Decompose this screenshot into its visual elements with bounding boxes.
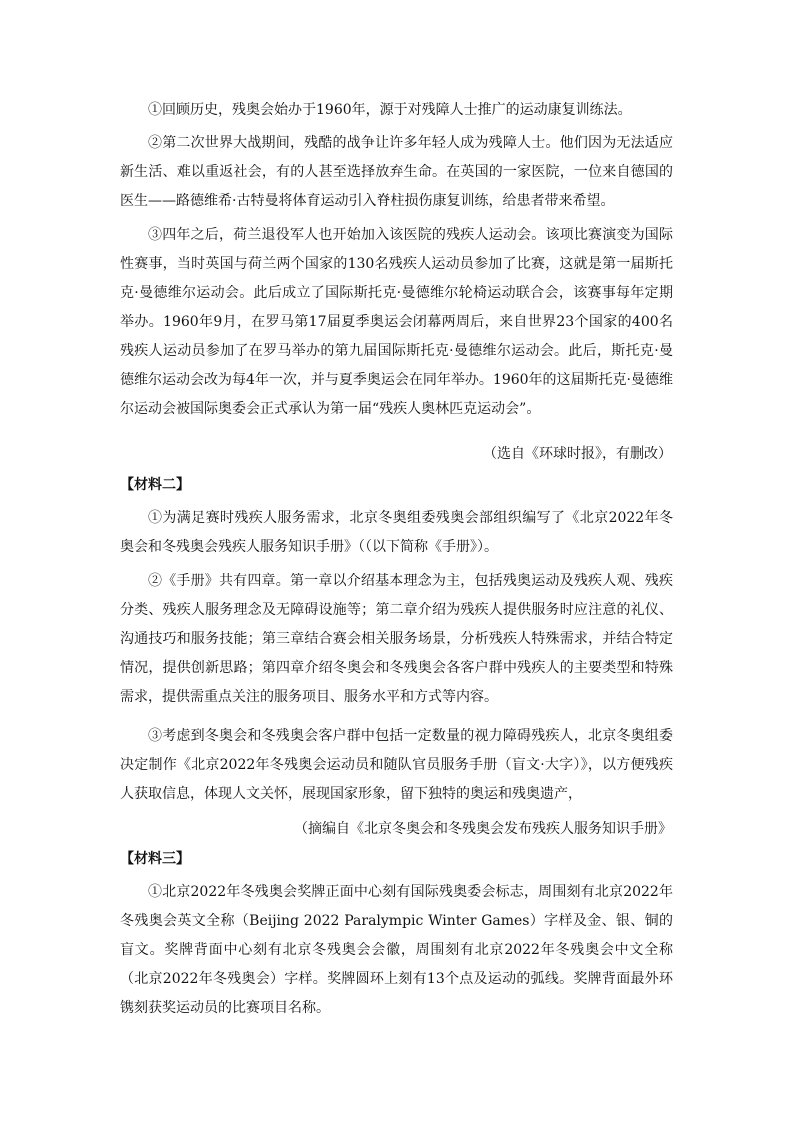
material1-paragraph-1: ①回顾历史，残奥会始办于1960年，源于对残障人士推广的运动康复训练法。	[148, 102, 632, 118]
material2-paragraph-2: ②《手册》共有四章。第一章以介绍基本理念为主，包括残奥运动及残疾人观、残疾分类、残疾人服务理念及无障碍设施等；第二章介绍为残疾人提供服务时应注意的礼仪、沟通技巧和服务技能；第三章结合赛会相关服务场景，分析残疾人特殊需求，并结合特定情况，提供创新思路；第四章介绍冬奥会和冬残奥会各客户群中残疾人的主要类型和特殊需求，提供需重点关注的服务项目、服务水平和方式等内容。	[120, 573, 673, 705]
material3-paragraph-1: ①北京2022年冬残奥会奖牌正面中心刻有国际残奥委会标志，周围刻有北京2022年冬残奥会英文全称（Beijing 2022 Paralympic Winter Games）字样及金、银、铜的盲文。奖牌背面中心刻有北京冬残奥会会徽，周围刻有北京2022年冬残奥会中文全称（北京2022年冬残奥会）字样。奖牌圆环上刻有13个点及运动的弧线。奖牌背面最外环镌刻获奖运动员的比赛项目名称。	[120, 884, 673, 1016]
material2-paragraph-1: ①为满足赛时残疾人服务需求，北京冬奥组委残奥会部组织编写了《北京2022年冬奥会和冬残奥会残疾人服务知识手册》（（以下简称《手册》）。	[120, 510, 673, 555]
material1-paragraph-3: ③四年之后，荷兰退役军人也开始加入该医院的残疾人运动会。该项比赛演变为国际性赛事，当时英国与荷兰两个国家的130名残疾人运动员参加了比赛，这就是第一届斯托克·曼德维尔运动会。此后成立了国际斯托克·曼德维尔轮椅运动联合会，该赛事每年定期举办。1960年9月，在罗马第17届夏季奥运会闭幕两周后，来自世界23个国家的400名残疾人运动员参加了在罗马举办的第九届国际斯托克·曼德维尔运动会。此后，斯托克·曼德维尔运动会改为每4年一次，并与夏季奥运会在同年举办。1960年的这届斯托克·曼德维尔运动会被国际奥委会正式承认为第一届“残疾人奥林匹克运动会”。	[120, 227, 673, 417]
material1-paragraph-2: ②第二次世界大战期间，残酷的战争让许多年轻人成为残障人士。他们因为无法适应新生活、难以重返社会，有的人甚至选择放弃生命。在英国的一家医院，一位来自德国的医生——路德维希·古特曼将体育运动引入脊柱损伤康复训练，给患者带来希望。	[120, 135, 673, 209]
material1-source: （选自《环球时报》，有删改）	[483, 446, 672, 462]
material2-paragraph-3: ③考虑到冬奥会和冬残奥会客户群中包括一定数量的视力障碍残疾人，北京冬奥组委决定制作《北京2022年冬残奥会运动员和随队官员服务手册（盲文·大字）》，以方便残疾人获取信息，体现人文关怀，展现国家形象，留下独特的奥运和残奥遗产，	[120, 728, 673, 802]
material2-source: （摘编自《北京冬奥会和冬残奥会发布残疾人服务知识手册》	[294, 821, 672, 837]
material2-header: 【材料二】	[120, 477, 190, 493]
material3-header: 【材料三】	[120, 851, 190, 867]
